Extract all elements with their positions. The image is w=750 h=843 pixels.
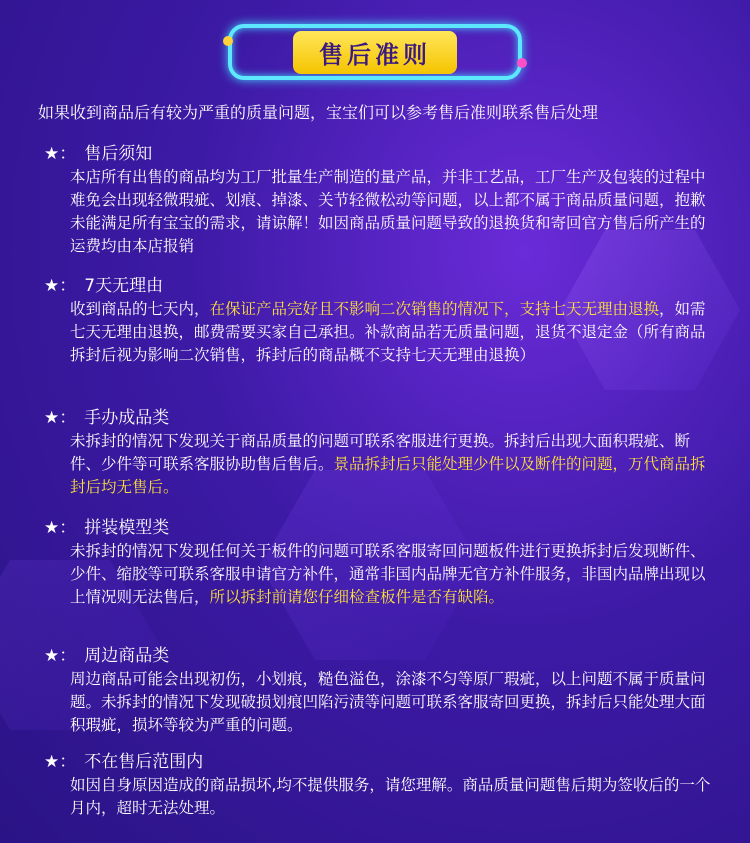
- star-icon: ★：: [44, 407, 77, 428]
- section-heading: [44, 402, 714, 428]
- section-body: [70, 298, 714, 367]
- intro-text: 如果收到商品后有较为严重的质量问题，宝宝们可以参考售后准则联系售后处理: [38, 103, 599, 122]
- section-figure-products: [44, 402, 714, 499]
- body-text: 如因自身原因造成的商品损坏,均不提供服务，请您理解。商品质量问题售后期为签收后的一个月内，超时无法处理。: [70, 776, 711, 817]
- star-icon: ★：: [44, 645, 77, 666]
- highlight-text: 所以拆封前请您仔细检查板件是否有缺陷。: [209, 588, 505, 606]
- decor-dot: [223, 36, 233, 46]
- section-title: 7天无理由: [84, 275, 164, 296]
- body-text: 未拆封的情况下发现任何关于板件的问题可联系客服寄回问题板件进行更换拆封后发现断件、少件、缩胶等可联系客服申请官方补件，通常非国内品牌无官方补件服务，非国内品牌出现以上情况则无法售后，: [70, 542, 706, 606]
- star-icon: ★：: [44, 275, 77, 296]
- section-title: 周边商品类: [84, 645, 170, 666]
- page-title: 售后准则: [293, 31, 457, 74]
- highlight-text: 景品拆封后只能处理少件以及断件的问题，万代商品拆封后均无售后。: [70, 455, 706, 496]
- title-frame: [228, 24, 522, 80]
- section-seven-day-return: [44, 270, 714, 367]
- section-title: 不在售后范围内: [84, 751, 204, 772]
- section-heading: [44, 512, 714, 538]
- section-heading: [44, 138, 714, 164]
- body-text: 本店所有出售的商品均为工厂批量生产制造的量产品，并非工艺品，工厂生产及包装的过程中难免会出现轻微瑕疵、划痕、掉漆、关节轻微松动等问题，以上都不属于商品质量问题，抱歉未能满足所有宝宝的需求，请谅解！如因商品质量问题导致的退换货和寄回官方售后所产生的运费均由本店报销: [70, 168, 706, 255]
- section-title: 手办成品类: [84, 407, 170, 428]
- section-body: [70, 540, 714, 609]
- section-merchandise: [44, 640, 714, 737]
- star-icon: ★：: [44, 143, 77, 164]
- section-model-kits: [44, 512, 714, 609]
- section-after-sales-notice: [44, 138, 714, 258]
- section-out-of-scope: [44, 746, 714, 820]
- section-body: [70, 166, 714, 258]
- body-text: 周边商品可能会出现初伤，小划痕，糙色溢色，涂漆不匀等原厂瑕疵，以上问题不属于质量问题。未拆封的情况下发现破损划痕凹陷污渍等问题可联系客服寄回更换，拆封后只能处理大面积瑕疵，损坏等较为严重的问题。: [70, 670, 706, 734]
- highlight-text: 在保证产品完好且不影响二次销售的情况下，支持七天无理由退换: [209, 300, 660, 318]
- section-body: [70, 668, 714, 737]
- decor-dot: [517, 58, 527, 68]
- star-icon: ★：: [44, 517, 77, 538]
- section-heading: [44, 746, 714, 772]
- section-title: 售后须知: [84, 143, 153, 164]
- body-text: ，如需七天无理由退换，邮费需要买家自己承担。补款商品若无质量问题，退货不退定金（所有商品拆封后视为影响二次销售，拆封后的商品概不支持七天无理由退换）: [70, 300, 706, 364]
- section-body: [70, 774, 714, 820]
- section-body: [70, 430, 714, 499]
- star-icon: ★：: [44, 751, 77, 772]
- body-text: 未拆封的情况下发现关于商品质量的问题可联系客服进行更换。拆封后出现大面积瑕疵、断件、少件等可联系客服协助售后售后。: [70, 432, 691, 473]
- section-heading: [44, 270, 714, 296]
- section-heading: [44, 640, 714, 666]
- body-text: 收到商品的七天内，: [70, 300, 210, 318]
- section-title: 拼装模型类: [84, 517, 170, 538]
